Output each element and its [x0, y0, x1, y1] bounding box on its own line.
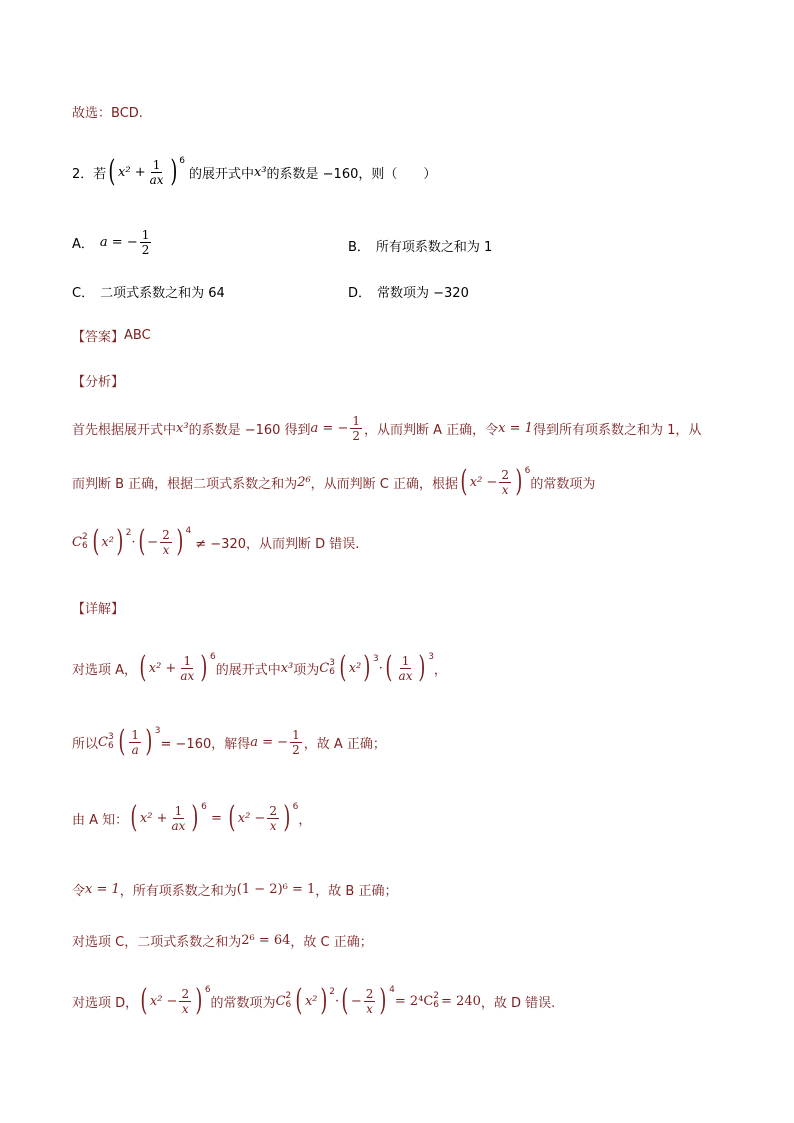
detail-option-a-2: 所以 C 3 6 ( $\frac{1}{a}$ ) 3 = −160，解得 a = − $\frac{1}{2}$ ，故 A 正确；: [72, 724, 386, 759]
analysis-heading: 【分析】: [72, 375, 125, 390]
question-prefix: 若: [93, 166, 107, 182]
detail-heading: 【详解】: [72, 602, 125, 617]
analysis-line-2: 而判断 B 正确，根据二项式系数之和为 2⁶ ，从而判断 C 正确，根据 ( x² − $\frac{2}{x}$ ) 6 的常数项为: [72, 464, 596, 499]
option-b: B． 所有项系数之和为 1: [348, 240, 493, 255]
question-2: 2． 若 ( x² + $\frac{1}{ax}$ ) 6 的展开式中 x³ 的系数是 −160，则（ ）: [72, 154, 437, 189]
question-expr-base: x² +: [118, 164, 146, 180]
answer-heading: 【答案】: [72, 330, 125, 345]
analysis-line-1: 首先根据展开式中 x³ 的系数是 −160 得到 a = − $\frac{1}{2}$ ，从而判断 A 正确，令 x = 1 得到所有项系数之和为 1，从: [72, 414, 702, 443]
option-a-fraction: $\frac{1}{2}$: [141, 228, 150, 257]
detail-option-b: 令 x = 1 ，所有项系数之和为 (1 − 2)⁶ = 1 ，故 B 正确；: [72, 882, 398, 899]
question-fraction: $\frac{1}{ax}$: [149, 157, 164, 187]
detail-option-a-1: 对选项 A， ( x² + $\frac{1}{ax}$ ) 6 的展开式中 x³ 项为 C 3 6 ( x² ) 3 · ( $\frac{1}{ax}$ ) 3 ，: [72, 650, 447, 685]
previous-answer: 故选：BCD.: [72, 106, 143, 121]
option-a: A． a = − $\frac{1}{2}$: [72, 228, 150, 257]
question-suffix: 的系数是 −160，则（ ）: [266, 166, 437, 182]
answer-line: [72, 326, 151, 345]
detail-option-a-3: 由 A 知： ( x² + $\frac{1}{ax}$ ) 6 = ( x² − $\frac{2}{x}$ ) 6 ，: [72, 800, 312, 835]
detail-option-d: 对选项 D， ( x² − $\frac{2}{x}$ ) 6 的常数项为 C 2 6 ( x² ) 2 · ( − $\frac{2}{x}$ ) 4 = 2⁴C 2 6 = 240 ，故 D 错误.: [72, 983, 556, 1018]
option-c: C． 二项式系数之和为 64: [72, 286, 225, 301]
option-d: D． 常数项为 −320: [348, 286, 469, 301]
answer-value: ABC: [124, 328, 151, 343]
question-middle: 的展开式中: [188, 166, 254, 182]
analysis-line-3: C 2 6 ( x² ) 2 · ( − $\frac{2}{x}$ ) 4 ≠ −320，从而判断 D 错误.: [72, 524, 360, 559]
question-x3: x³: [253, 164, 267, 180]
detail-option-c: 对选项 C，二项式系数之和为 2⁶ = 64 ，故 C 正确；: [72, 933, 373, 950]
question-number: 2．: [72, 166, 94, 182]
